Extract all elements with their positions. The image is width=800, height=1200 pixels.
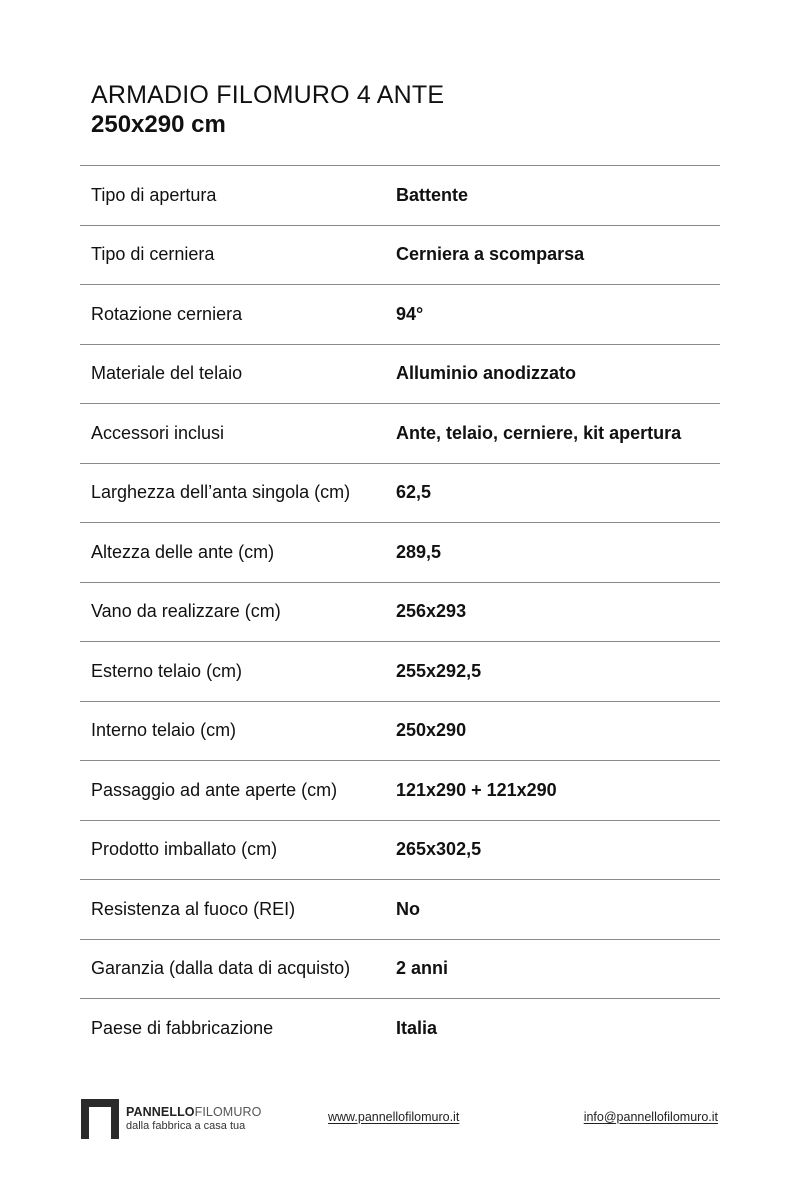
- spec-value: Alluminio anodizzato: [396, 363, 576, 384]
- spec-row-tipo-cerniera: [80, 226, 720, 286]
- spec-value: No: [396, 898, 420, 919]
- page-title: ARMADIO FILOMURO 4 ANTE: [91, 81, 445, 109]
- spec-value: Cerniera a scomparsa: [396, 244, 585, 265]
- spec-value: 256x293: [396, 601, 467, 622]
- spec-row-paese: [80, 999, 720, 1059]
- spec-label: Altezza delle ante (cm): [91, 541, 275, 562]
- spec-label: Passaggio ad ante aperte (cm): [91, 779, 338, 800]
- spec-label: Rotazione cerniera: [91, 303, 243, 324]
- spec-row-materiale-telaio: [80, 345, 720, 405]
- spec-label: Resistenza al fuoco (REI): [91, 898, 296, 919]
- spec-row-altezza-ante: [80, 523, 720, 583]
- document-header: [91, 80, 444, 140]
- page-subtitle: 250x290 cm: [91, 111, 226, 138]
- spec-row-resistenza-fuoco: [80, 880, 720, 940]
- spec-label: Vano da realizzare (cm): [91, 601, 281, 622]
- spec-value: Italia: [396, 1018, 438, 1039]
- spec-value: 62,5: [396, 482, 432, 503]
- spec-row-prodotto-imballato: [80, 821, 720, 881]
- brand-name: [126, 1105, 261, 1119]
- spec-value: 121x290 + 121x290: [396, 779, 557, 800]
- spec-value: 255x292,5: [396, 660, 482, 681]
- spec-label: Interno telaio (cm): [91, 720, 237, 741]
- spec-value: 265x302,5: [396, 839, 482, 860]
- spec-label: Larghezza dell’anta singola (cm): [91, 482, 351, 503]
- spec-label: Esterno telaio (cm): [91, 660, 243, 681]
- brand-text: [126, 1105, 261, 1133]
- spec-value: 250x290: [396, 720, 467, 741]
- spec-row-interno-telaio: [80, 702, 720, 762]
- spec-label: Paese di fabbricazione: [91, 1018, 274, 1039]
- spec-row-passaggio: [80, 761, 720, 821]
- spec-row-rotazione-cerniera: [80, 285, 720, 345]
- spec-row-tipo-apertura: [80, 166, 720, 226]
- spec-label: Tipo di apertura: [91, 184, 217, 205]
- website-link[interactable]: www.pannellofilomuro.it: [328, 1110, 460, 1124]
- email-link[interactable]: info@pannellofilomuro.it: [583, 1110, 718, 1124]
- spec-value: Battente: [396, 184, 469, 205]
- spec-value: 289,5: [396, 541, 442, 562]
- page-footer: [80, 1098, 720, 1142]
- spec-label: Garanzia (dalla data di acquisto): [91, 958, 351, 979]
- spec-row-vano: [80, 583, 720, 643]
- brand-name-light: FILOMURO: [194, 1105, 262, 1119]
- spec-label: Prodotto imballato (cm): [91, 839, 278, 860]
- spec-table: [80, 165, 720, 1059]
- brand-logo: [80, 1098, 261, 1140]
- pannello-filomuro-logo-icon: [80, 1098, 120, 1140]
- spec-row-esterno-telaio: [80, 642, 720, 702]
- spec-label: Accessori inclusi: [91, 422, 225, 443]
- spec-value: 94°: [396, 303, 424, 324]
- spec-row-accessori-inclusi: [80, 404, 720, 464]
- spec-value: 2 anni: [396, 958, 449, 979]
- spec-value: Ante, telaio, cerniere, kit apertura: [396, 422, 682, 443]
- spec-label: Tipo di cerniera: [91, 244, 215, 265]
- brand-name-bold: PANNELLO: [126, 1105, 195, 1119]
- spec-row-garanzia: [80, 940, 720, 1000]
- spec-row-larghezza-anta: [80, 464, 720, 524]
- brand-tagline: dalla fabbrica a casa tua: [126, 1120, 246, 1132]
- spec-label: Materiale del telaio: [91, 363, 243, 384]
